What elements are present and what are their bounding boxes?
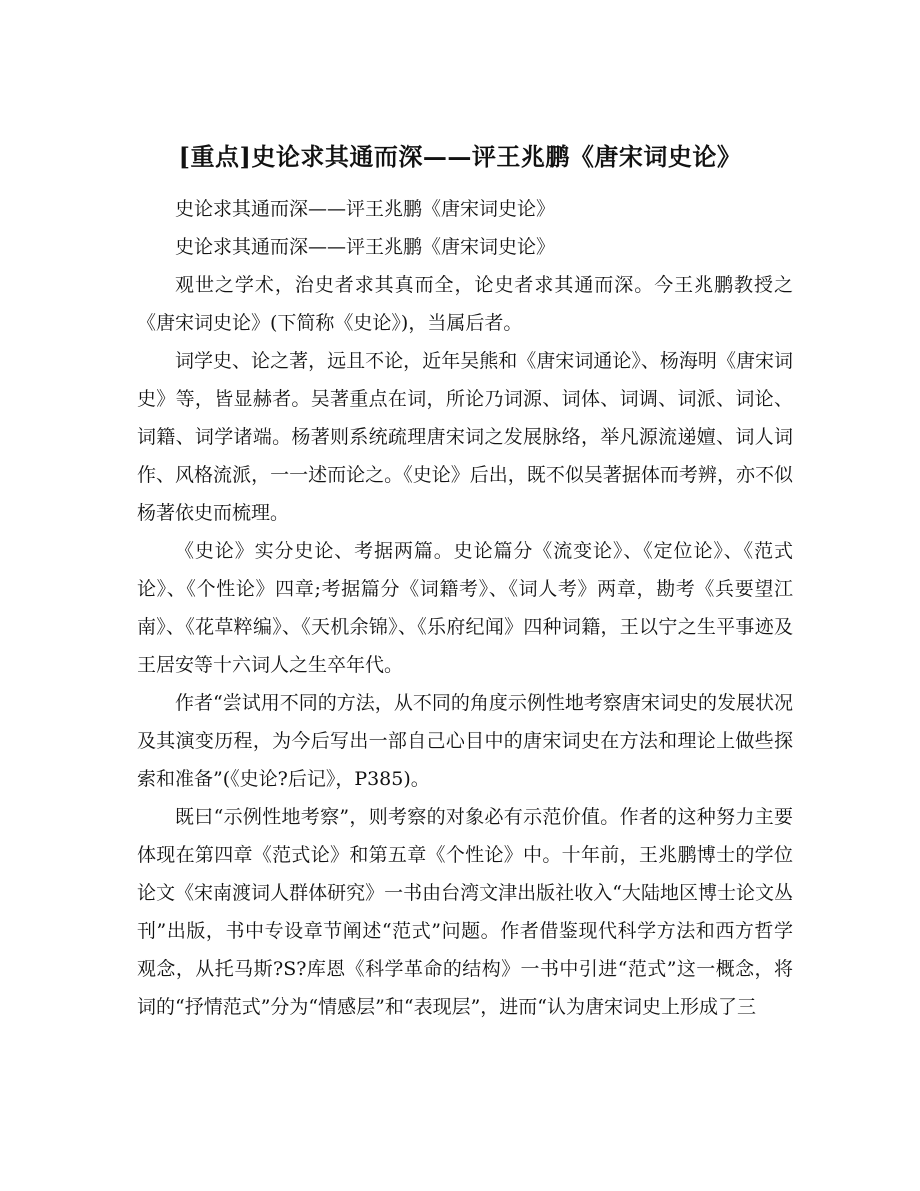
document-title: [重点]史论求其通而深——评王兆鹏《唐宋词史论》 [178, 142, 742, 172]
paragraph: 观世之学术，治史者求其真而全，论史者求其通而深。今王兆鹏教授之《唐宋词史论》(下简称《史论》)，当属后者。 [137, 274, 793, 334]
paragraph: 作者“尝试用不同的方法，从不同的角度示例性地考察唐宋词史的发展状况及其演变历程，为今后写出一部自己心目中的唐宋词史在方法和理论上做些探索和准备”(《史论?后记》，P385)。 [137, 692, 793, 790]
paragraph: 史论求其通而深——评王兆鹏《唐宋词史论》 [175, 198, 556, 220]
document-body [137, 190, 793, 1026]
paragraph: 既曰“示例性地考察”，则考察的对象必有示范价值。作者的这种努力主要体现在第四章《范式论》和第五章《个性论》中。十年前，王兆鹏博士的学位论文《宋南渡词人群体研究》一书由台湾文津出版社收入“大陆地区博士论文丛刊”出版，书中专设章节阐述“范式”问题。作者借鉴现代科学方法和西方哲学观念，从托马斯?S?库恩《科学革命的结构》一书中引进“范式”这一概念，将词的“抒情范式”分为“情感层”和“表现层”，进而“认为唐宋词史上形成了三 [137, 806, 793, 1018]
paragraph: 词学史、论之著，远且不论，近年吴熊和《唐宋词通论》、杨海明《唐宋词史》等，皆显赫者。吴著重点在词，所论乃词源、词体、词调、词派、词论、词籍、词学诸端。杨著则系统疏理唐宋词之发展脉络，举凡源流递嬗、词人词作、风格流派，一一述而论之。《史论》后出，既不似吴著据体而考辨，亦不似杨著依史而梳理。 [137, 350, 793, 524]
paragraph: 《史论》实分史论、考据两篇。史论篇分《流变论》、《定位论》、《范式论》、《个性论》四章;考据篇分《词籍考》、《词人考》两章，勘考《兵要望江南》、《花草粹编》、《天机余锦》、《乐府纪闻》四种词籍，王以宁之生平事迹及王居安等十六词人之生卒年代。 [137, 540, 793, 676]
paragraph: 史论求其通而深——评王兆鹏《唐宋词史论》 [175, 236, 556, 258]
